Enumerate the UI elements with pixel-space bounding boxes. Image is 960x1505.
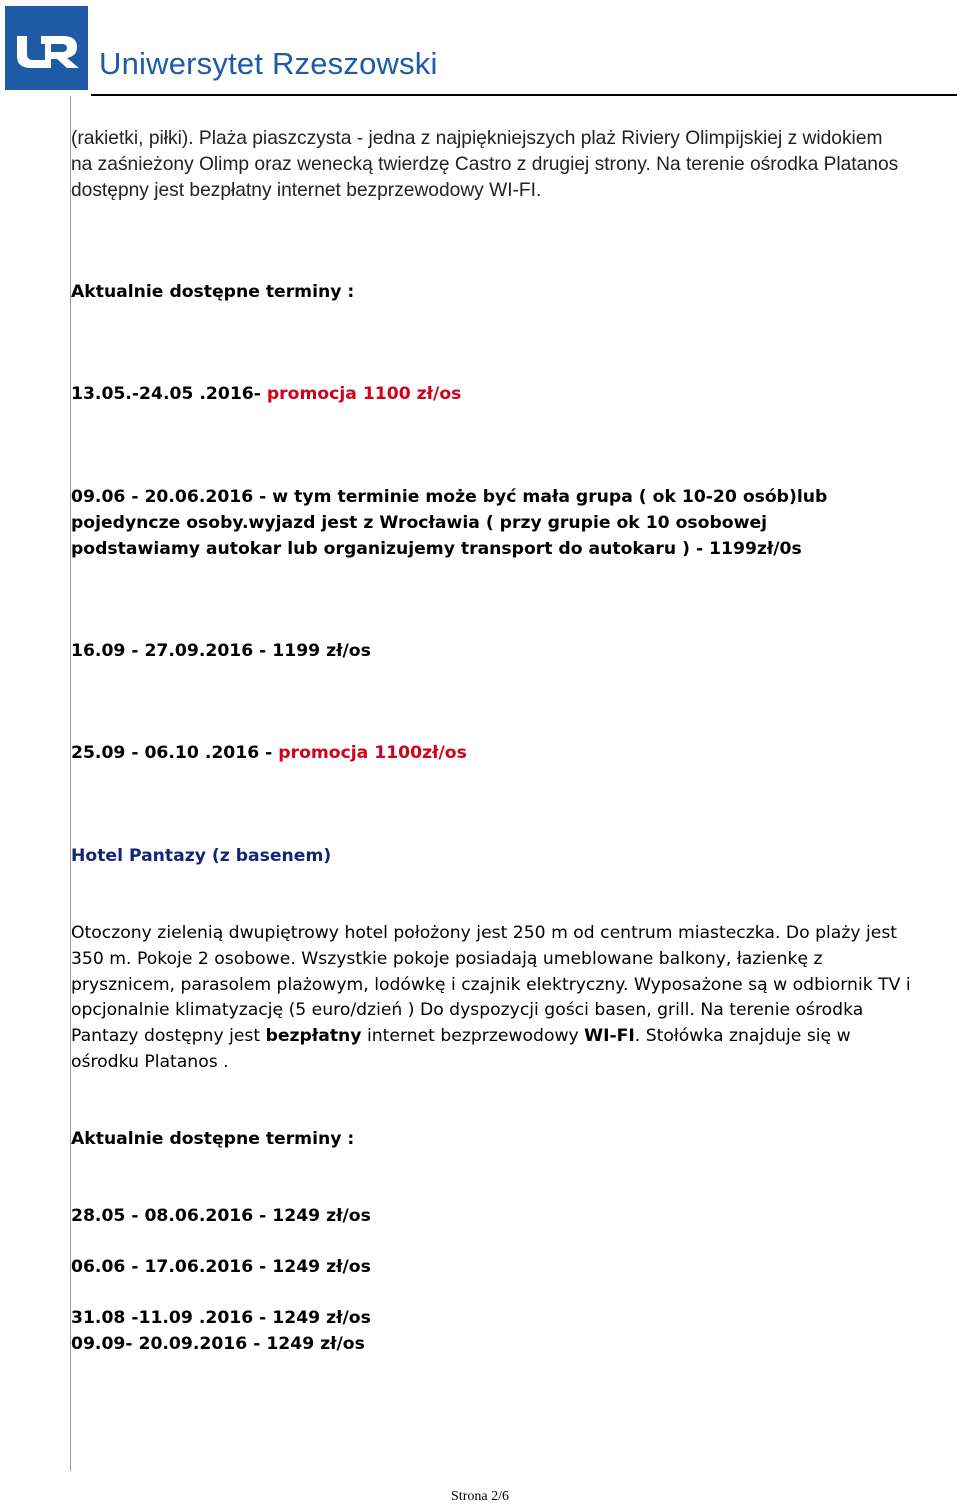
hotel-desc-line [71, 1026, 851, 1046]
desc-bold: WI-FI [584, 1026, 635, 1046]
term-row: podstawiamy autokar lub organizujemy transport do autokaru ) - 1199zł/0s [71, 539, 802, 559]
page-number: Strona 2/6 [451, 1489, 509, 1504]
intro-line: dostępny jest bezpłatny internet bezprzewodowy WI-FI. [71, 180, 542, 201]
promo-price: promocja 1100zł/os [272, 743, 467, 763]
term-date: 13.05.-24.05 .2016- [71, 384, 261, 404]
ur-logo-icon [5, 6, 88, 90]
term-row: 16.09 - 27.09.2016 - 1199 zł/os [71, 641, 371, 661]
promo-price: promocja 1100 zł/os [260, 384, 462, 404]
term-row: 09.09- 20.09.2016 - 1249 zł/os [71, 1334, 365, 1354]
term-row: 09.06 - 20.06.2016 - w tym terminie może być mała grupa ( ok 10-20 osób)lub [71, 487, 828, 507]
hotel-desc-line: ośrodku Platanos . [71, 1052, 229, 1072]
term-row: 28.05 - 08.06.2016 - 1249 zł/os [71, 1206, 371, 1226]
intro-line: na zaśnieżony Olimp oraz wenecką twierdzę Castro z drugiej strony. Na terenie ośrodka Platanos [71, 154, 899, 175]
term-row: pojedyncze osoby.wyjazd jest z Wrocławia ( przy grupie ok 10 osobowej [71, 513, 767, 533]
header-divider [91, 94, 957, 96]
desc-bold: bezpłatny [265, 1026, 362, 1046]
university-name: Uniwersytet Rzeszowski [99, 46, 438, 81]
intro-line: (rakietki, piłki). Plaża piaszczysta - jedna z najpiękniejszych plaż Riviery Olimpijskiej z widokiem [71, 128, 883, 149]
hotel-desc-line: 350 m. Pokoje 2 osobowe. Wszystkie pokoje posiadają umeblowane balkony, łazienkę z [71, 949, 823, 969]
hotel-title: Hotel Pantazy (z basenem) [71, 846, 332, 866]
terms-heading: Aktualnie dostępne terminy : [71, 282, 355, 302]
hotel-desc-line: Otoczony zielenią dwupiętrowy hotel położony jest 250 m od centrum miasteczka. Do plaży jest [71, 923, 898, 943]
term-row [71, 743, 467, 763]
desc-text: Pantazy dostępny jest [71, 1026, 266, 1046]
desc-text: internet bezprzewodowy [361, 1026, 585, 1046]
hotel-desc-line: opcjonalnie klimatyzację (5 euro/dzień ) Do dyspozycji gości basen, grill. Na terenie ośrodka [71, 1000, 864, 1020]
university-logo [5, 6, 88, 90]
term-date: 25.09 - 06.10 .2016 - [71, 743, 273, 763]
term-row [71, 384, 461, 404]
term-row: 06.06 - 17.06.2016 - 1249 zł/os [71, 1257, 371, 1277]
terms-heading: Aktualnie dostępne terminy : [71, 1129, 355, 1149]
desc-text: . Stołówka znajduje się w [634, 1026, 851, 1046]
term-row: 31.08 -11.09 .2016 - 1249 zł/os [71, 1308, 371, 1328]
hotel-desc-line: prysznicem, parasolem plażowym, lodówkę i czajnik elektryczny. Wyposażone są w odbiornik TV i [71, 975, 911, 995]
